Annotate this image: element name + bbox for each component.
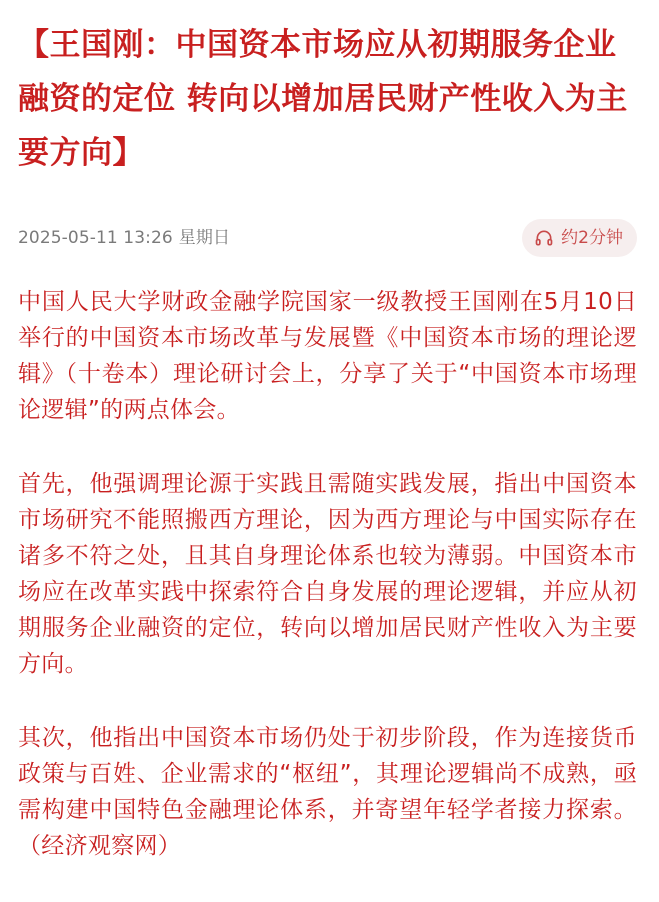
headphones-icon	[534, 228, 554, 248]
article-paragraph: 其次，他指出中国资本市场仍处于初步阶段，作为连接货币政策与百姓、企业需求的“枢纽”，其理论逻辑尚不成熟，亟需构建中国特色金融理论体系，并寄望年轻学者接力探索。（经济观察网）	[18, 725, 637, 859]
listen-button[interactable]	[522, 219, 637, 257]
article-title: 【王国刚：中国资本市场应从初期服务企业融资的定位 转向以增加居民财产性收入为主要方向】	[18, 27, 628, 171]
listen-duration-label: 约2分钟	[561, 228, 623, 248]
publish-info	[18, 227, 230, 249]
article-paragraph: 首先，他强调理论源于实践且需随实践发展，指出中国资本市场研究不能照搬西方理论，因为西方理论与中国实际存在诸多不符之处，且其自身理论体系也较为薄弱。中国资本市场应在改革实践中探索符合自身发展的理论逻辑，并应从初期服务企业融资的定位，转向以增加居民财产性收入为主要方向。	[18, 471, 637, 677]
article-meta-row	[18, 218, 637, 258]
article-body	[18, 284, 637, 864]
publish-date: 2025-05-11 13:26	[18, 228, 173, 248]
publish-weekday: 星期日	[178, 228, 231, 248]
article-paragraph: 中国人民大学财政金融学院国家一级教授王国刚在5月10日举行的中国资本市场改革与发展暨《中国资本市场的理论逻辑》（十卷本）理论研讨会上，分享了关于“中国资本市场理论逻辑”的两点体会。	[18, 289, 637, 423]
